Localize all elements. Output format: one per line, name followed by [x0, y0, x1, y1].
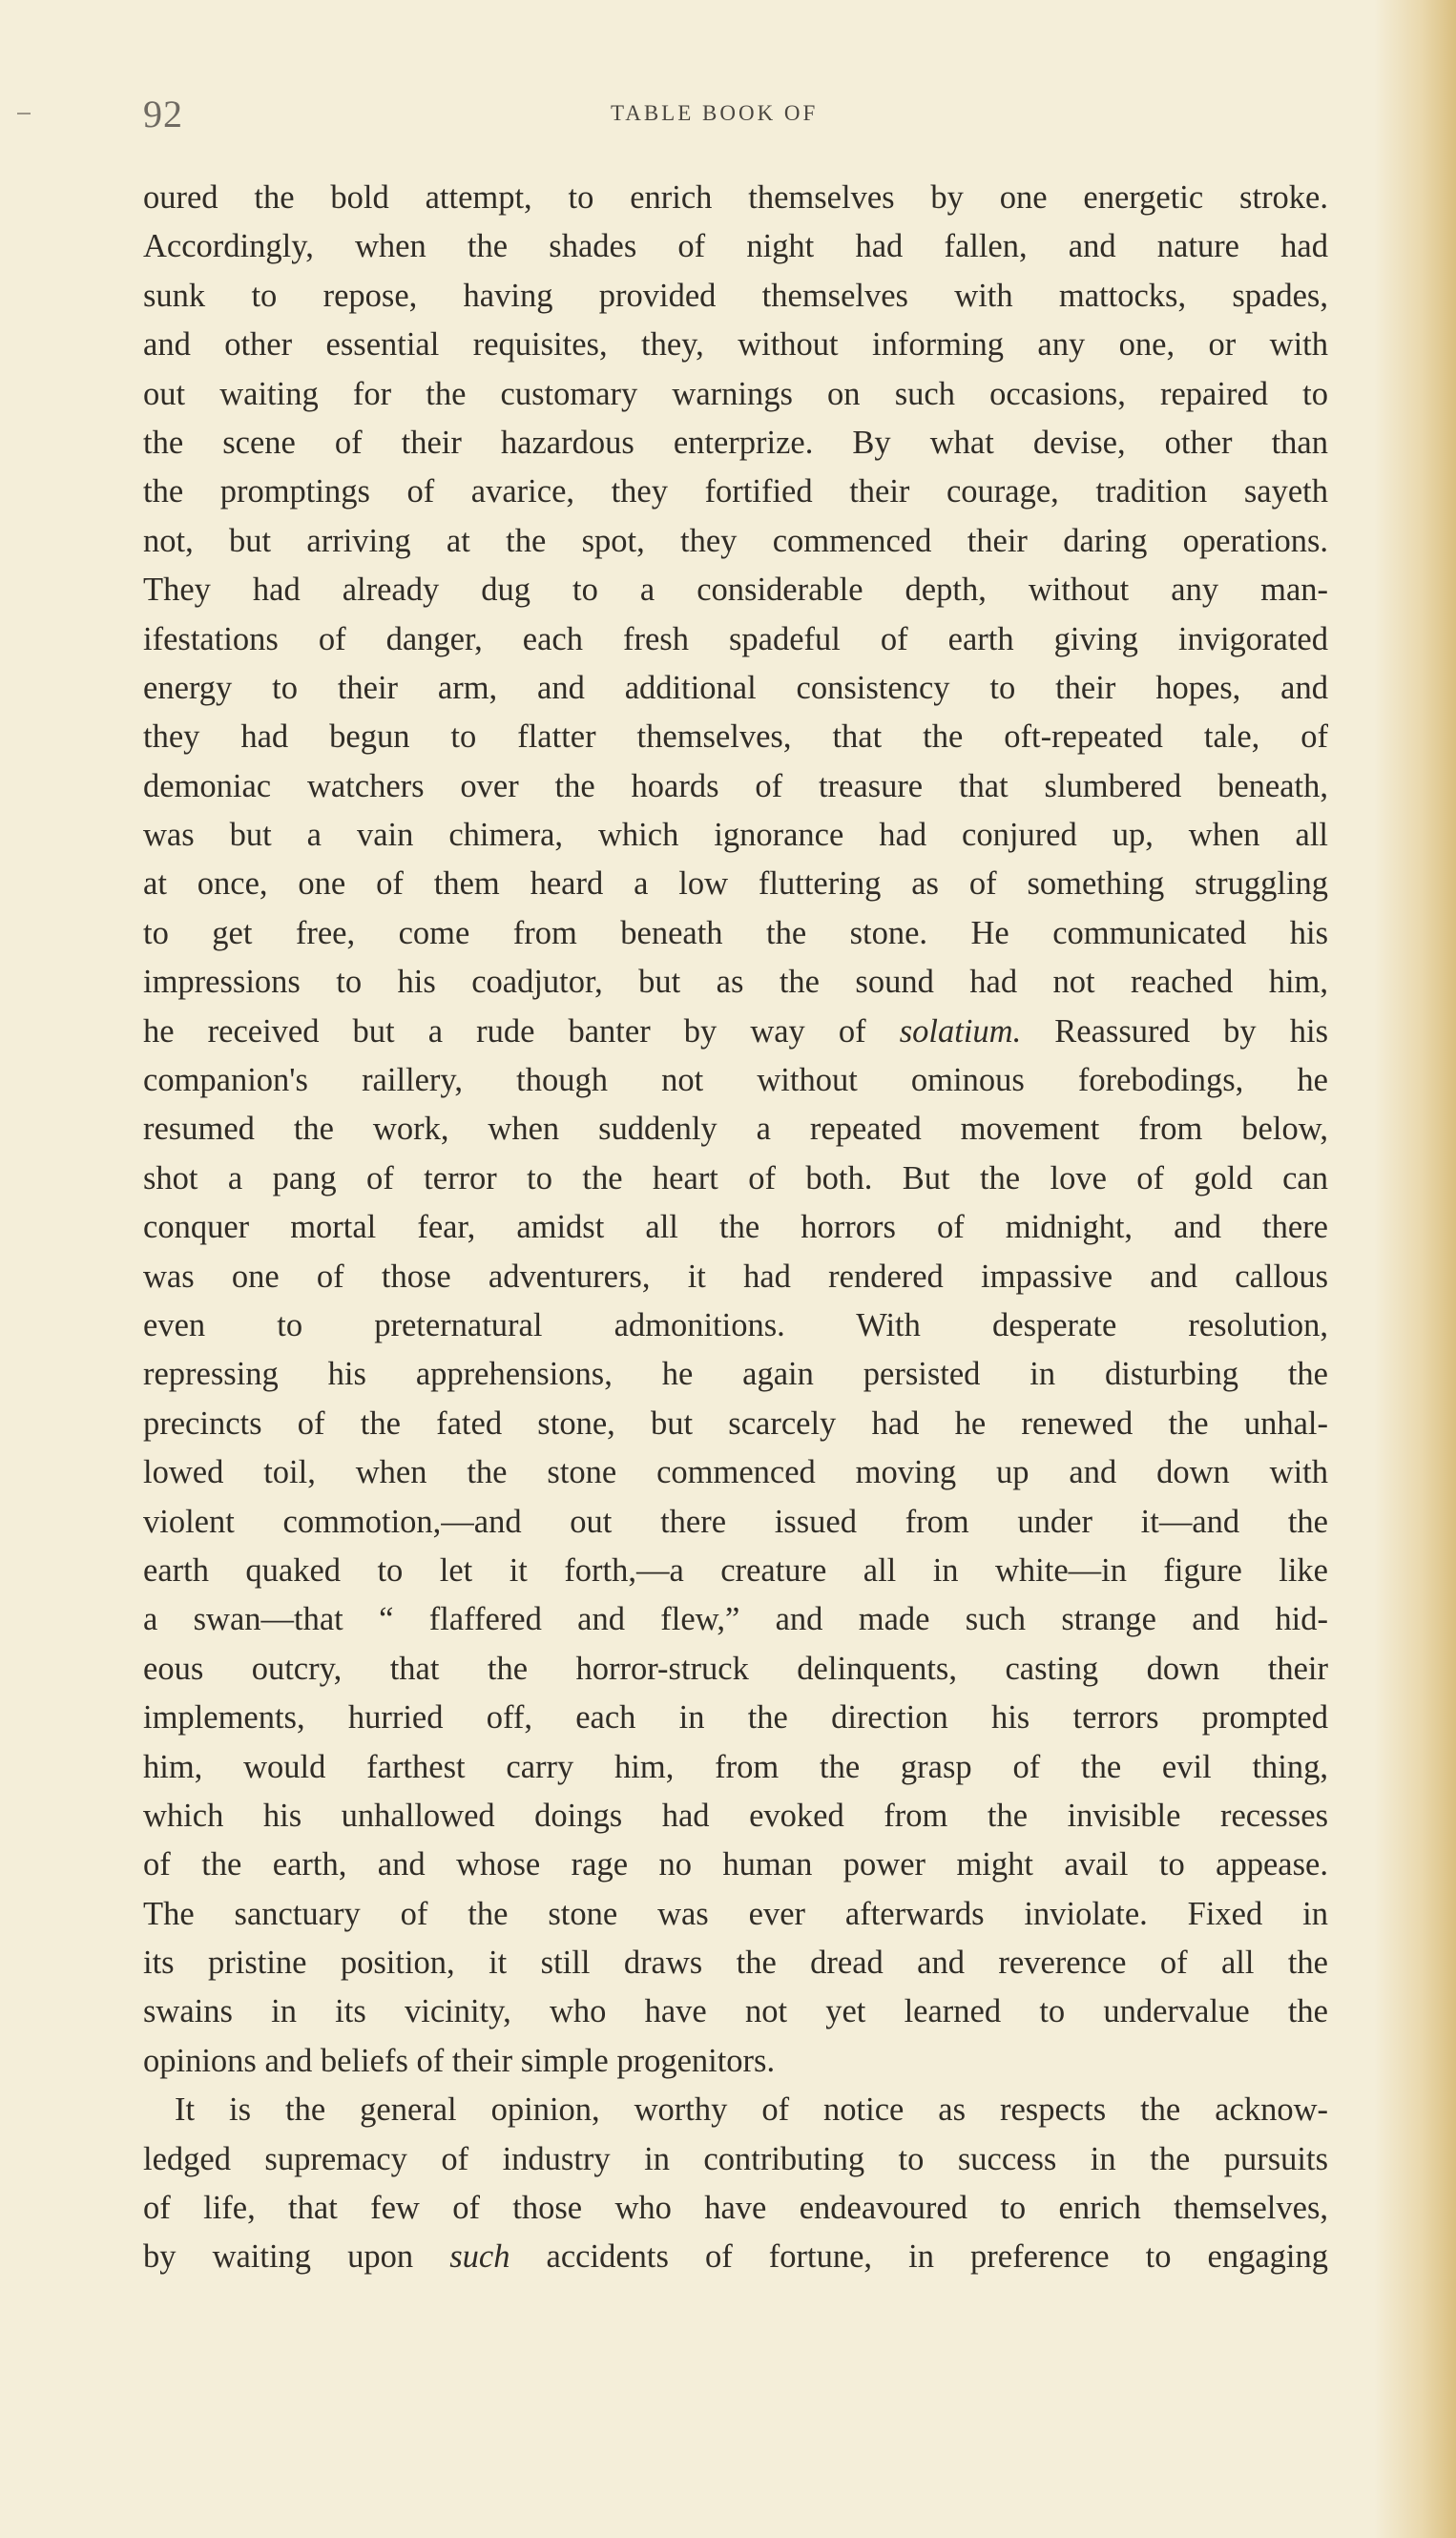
text-line: Accordingly, when the shades of night had fallen, and nature had	[143, 228, 1328, 265]
text-line: a swan—that “ flaffered and flew,” and made such strange and hid-	[143, 1601, 1328, 1638]
text-line: him, would farthest carry him, from the grasp of the evil thing,	[143, 1748, 1328, 1785]
text-line	[143, 2233, 1328, 2281]
text-line: the scene of their hazardous enterprize. By what devise, other than	[143, 424, 1328, 461]
text-line: precincts of the fated stone, but scarcely had he renewed the unhal-	[143, 1404, 1328, 1442]
text-run: by waiting upon	[143, 2238, 450, 2276]
text-line: companion's raillery, though not without ominous forebodings, he	[143, 1062, 1328, 1099]
text-line: of the earth, and whose rage no human power might avail to appease.	[143, 1846, 1328, 1883]
italic-word: such	[449, 2238, 510, 2276]
text-line: which his unhallowed doings had evoked from the invisible recesses	[143, 1797, 1328, 1834]
text-line: shot a pang of terror to the heart of both. But the love of gold can	[143, 1159, 1328, 1196]
text-line: conquer mortal fear, amidst all the horrors of midnight, and there	[143, 1209, 1328, 1246]
text-line: earth quaked to let it forth,—a creature all in white—in figure like	[143, 1551, 1328, 1589]
text-line: lowed toil, when the stone commenced moving up and down with	[143, 1454, 1328, 1491]
text-line: to get free, come from beneath the stone. He communicated his	[143, 914, 1328, 951]
text-line: The sanctuary of the stone was ever afterwards inviolate. Fixed in	[143, 1895, 1328, 1932]
text-line: eous outcry, that the horror-struck delinquents, casting down their	[143, 1650, 1328, 1687]
text-run: he received but a rude banter by way of	[143, 1012, 900, 1050]
text-line: was one of those adventurers, it had rendered impassive and callous	[143, 1258, 1328, 1295]
text-line: they had begun to flatter themselves, that the oft-repeated tale, of	[143, 718, 1328, 756]
text-line: implements, hurried off, each in the direction his terrors prompted	[143, 1699, 1328, 1737]
text-line: swains in its vicinity, who have not yet learned to undervalue the	[143, 1993, 1328, 2030]
text-line: impressions to his coadjutor, but as the sound had not reached him,	[143, 964, 1328, 1001]
text-line: sunk to repose, having provided themselves with mattocks, spades,	[143, 277, 1328, 314]
text-line: ledged supremacy of industry in contributing to success in the pursuits	[143, 2140, 1328, 2177]
text-line: out waiting for the customary warnings on such occasions, repaired to	[143, 375, 1328, 412]
text-run: accidents of fortune, in preference to engaging	[510, 2238, 1329, 2276]
text-line: the promptings of avarice, they fortified their courage, tradition sayeth	[143, 473, 1328, 510]
text-line: ifestations of danger, each fresh spadeful of earth giving invigorated	[143, 620, 1328, 657]
page-header	[0, 92, 1456, 149]
text-line: It is the general opinion, worthy of notice as respects the acknow-	[175, 2091, 1328, 2129]
text-line: not, but arriving at the spot, they commenced their daring operations.	[143, 522, 1328, 559]
text-line	[143, 1008, 1328, 1056]
text-run: Reassured by his	[1021, 1012, 1328, 1050]
text-line: its pristine position, it still draws the dread and reverence of all the	[143, 1945, 1328, 1982]
text-line: oured the bold attempt, to enrich themselves by one energetic stroke.	[143, 179, 1328, 216]
page-number: 92	[143, 93, 183, 135]
text-line: repressing his apprehensions, he again persisted in disturbing the	[143, 1356, 1328, 1393]
running-head: TABLE BOOK OF	[611, 101, 819, 125]
text-line: was but a vain chimera, which ignorance had conjured up, when all	[143, 817, 1328, 854]
text-line: They had already dug to a considerable depth, without any man-	[143, 572, 1328, 609]
text-line: resumed the work, when suddenly a repeated movement from below,	[143, 1111, 1328, 1148]
text-line: even to preternatural admonitions. With desperate resolution,	[143, 1306, 1328, 1343]
text-line: of life, that few of those who have endeavoured to enrich themselves,	[143, 2190, 1328, 2227]
text-line: and other essential requisites, they, without informing any one, or with	[143, 326, 1328, 364]
text-line: opinions and beliefs of their simple progenitors.	[143, 2042, 776, 2079]
text-line: demoniac watchers over the hoards of treasure that slumbered beneath,	[143, 767, 1328, 804]
text-line: violent commotion,—and out there issued from under it—and the	[143, 1503, 1328, 1540]
text-line: energy to their arm, and additional consistency to their hopes, and	[143, 669, 1328, 706]
italic-word: solatium.	[899, 1012, 1022, 1050]
body-text	[143, 174, 1328, 2282]
text-line: at once, one of them heard a low fluttering as of something struggling	[143, 865, 1328, 903]
